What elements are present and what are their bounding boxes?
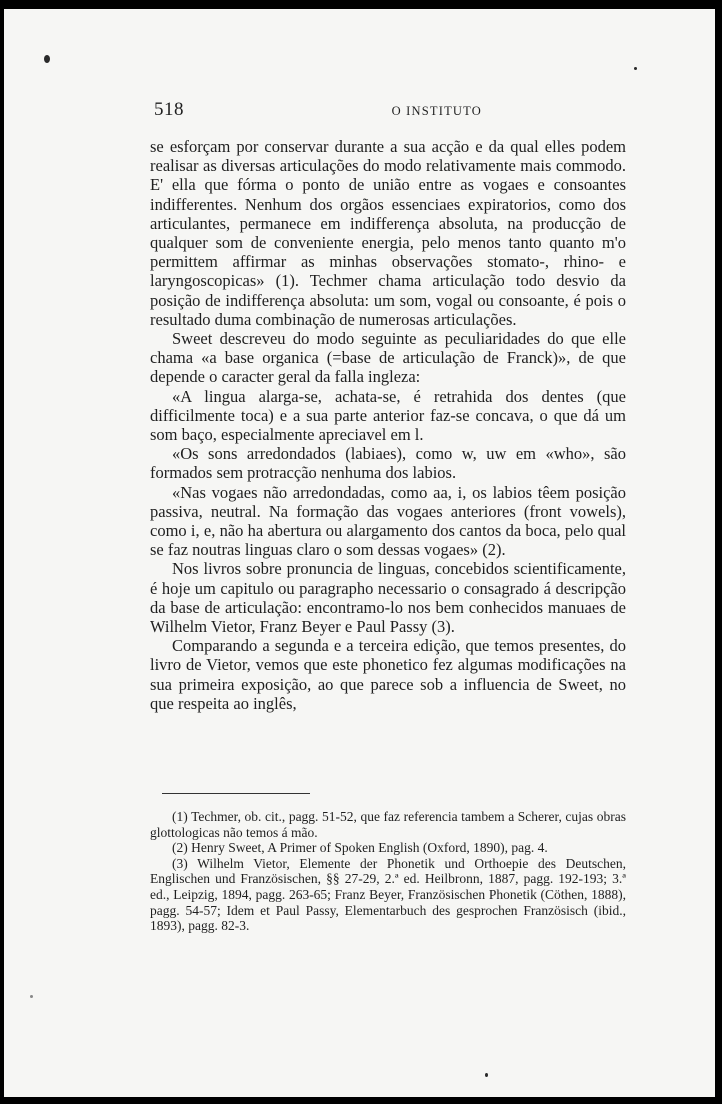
ink-speck [485,1073,488,1077]
paragraph: Comparando a segunda e a terceira edição, que temos presentes, do livro de Vietor, vemos que este phonetico fez algumas modificações na sua primeira exposição, ao que parece sob a influencia de Sweet, no que respeita ao inglês, [150,636,626,713]
ink-speck [634,67,637,70]
running-header [154,99,632,121]
page-number: 518 [154,99,184,120]
paragraph: «Os sons arredondados (labiaes), como w, uw em «who», são formados sem protracção nenhuma dos labios. [150,444,626,483]
paragraph: Sweet descreveu do modo seguinte as peculiaridades do que elle chama «a base organica (=base de articulação de Franck)», de que depende o caracter geral da falla ingleza: [150,329,626,387]
running-title: O INSTITUTO [391,104,482,118]
paragraph: «A lingua alarga-se, achata-se, é retrahida dos dentes (que difficilmente toca) e a sua parte anterior faz-se concava, o que dá um som baço, especialmente apreciavel em l. [150,386,626,445]
footnotes [150,809,626,934]
paragraph: «Nas vogaes não arredondadas, como aa, i, os labios têem posição passiva, neutral. Na formação das vogaes anteriores (front vowels), como i, e, não ha abertura ou alargamento dos cantos da boca, pelo qual se faz noutras linguas claro o som dessas vogaes» (2). [150,482,626,560]
paragraph: Nos livros sobre pronuncia de linguas, concebidos scientificamente, é hoje um capitulo ou paragrapho necessario o consagrado á descripção da base de articulação: encontramo-lo nos bem conhecidos manuaes de Wilhelm Vietor, Franz Beyer e Paul Passy (3). [150,559,626,637]
book-page [4,9,715,1097]
main-text [150,137,626,713]
footnote: (1) Techmer, ob. cit., pagg. 51-52, que faz referencia tambem a Scherer, cujas obras glottologicas não temos á mão. [150,809,626,840]
ink-speck [44,55,50,63]
footnote: (3) Wilhelm Vietor, Elemente der Phonetik und Orthoepie des Deutschen, Englischen und Französischen, §§ 27-29, 2.ª ed. Heilbronn, 1887, pagg. 192-193; 3.ª ed., Leipzig, 1894, pagg. 263-65; Franz Beyer, Französischen Phonetik (Cöthen, 1888), pagg. 54-57; Idem et Paul Passy, Elementarbuch des gesprochen Französisch (ibid., 1893), pagg. 82-3. [150,855,626,934]
paragraph: se esforçam por conservar durante a sua acção e da qual elles podem realisar as diversas articulações do modo relativamente mais commodo. E' ella que fórma o ponto de união entre as vogaes e consoantes indifferentes. Nenhum dos orgãos essenciaes expiratorios, como dos articulantes, permanece em indifferença absoluta, na producção de qualquer som de conveniente energia, pelo menos tanto quanto m'o permittem affirmar as minhas observações stomato-, rhino- e laryngoscopicas» (1). Techmer chama articulação todo desvio da posição de indifferença absoluta: um som, vogal ou consoante, é pois o resultado duma combinação de numerosas articulações. [150,137,626,329]
footnote: (2) Henry Sweet, A Primer of Spoken English (Oxford, 1890), pag. 4. [172,840,548,856]
ink-speck [30,995,33,998]
footnote-divider [162,793,310,794]
